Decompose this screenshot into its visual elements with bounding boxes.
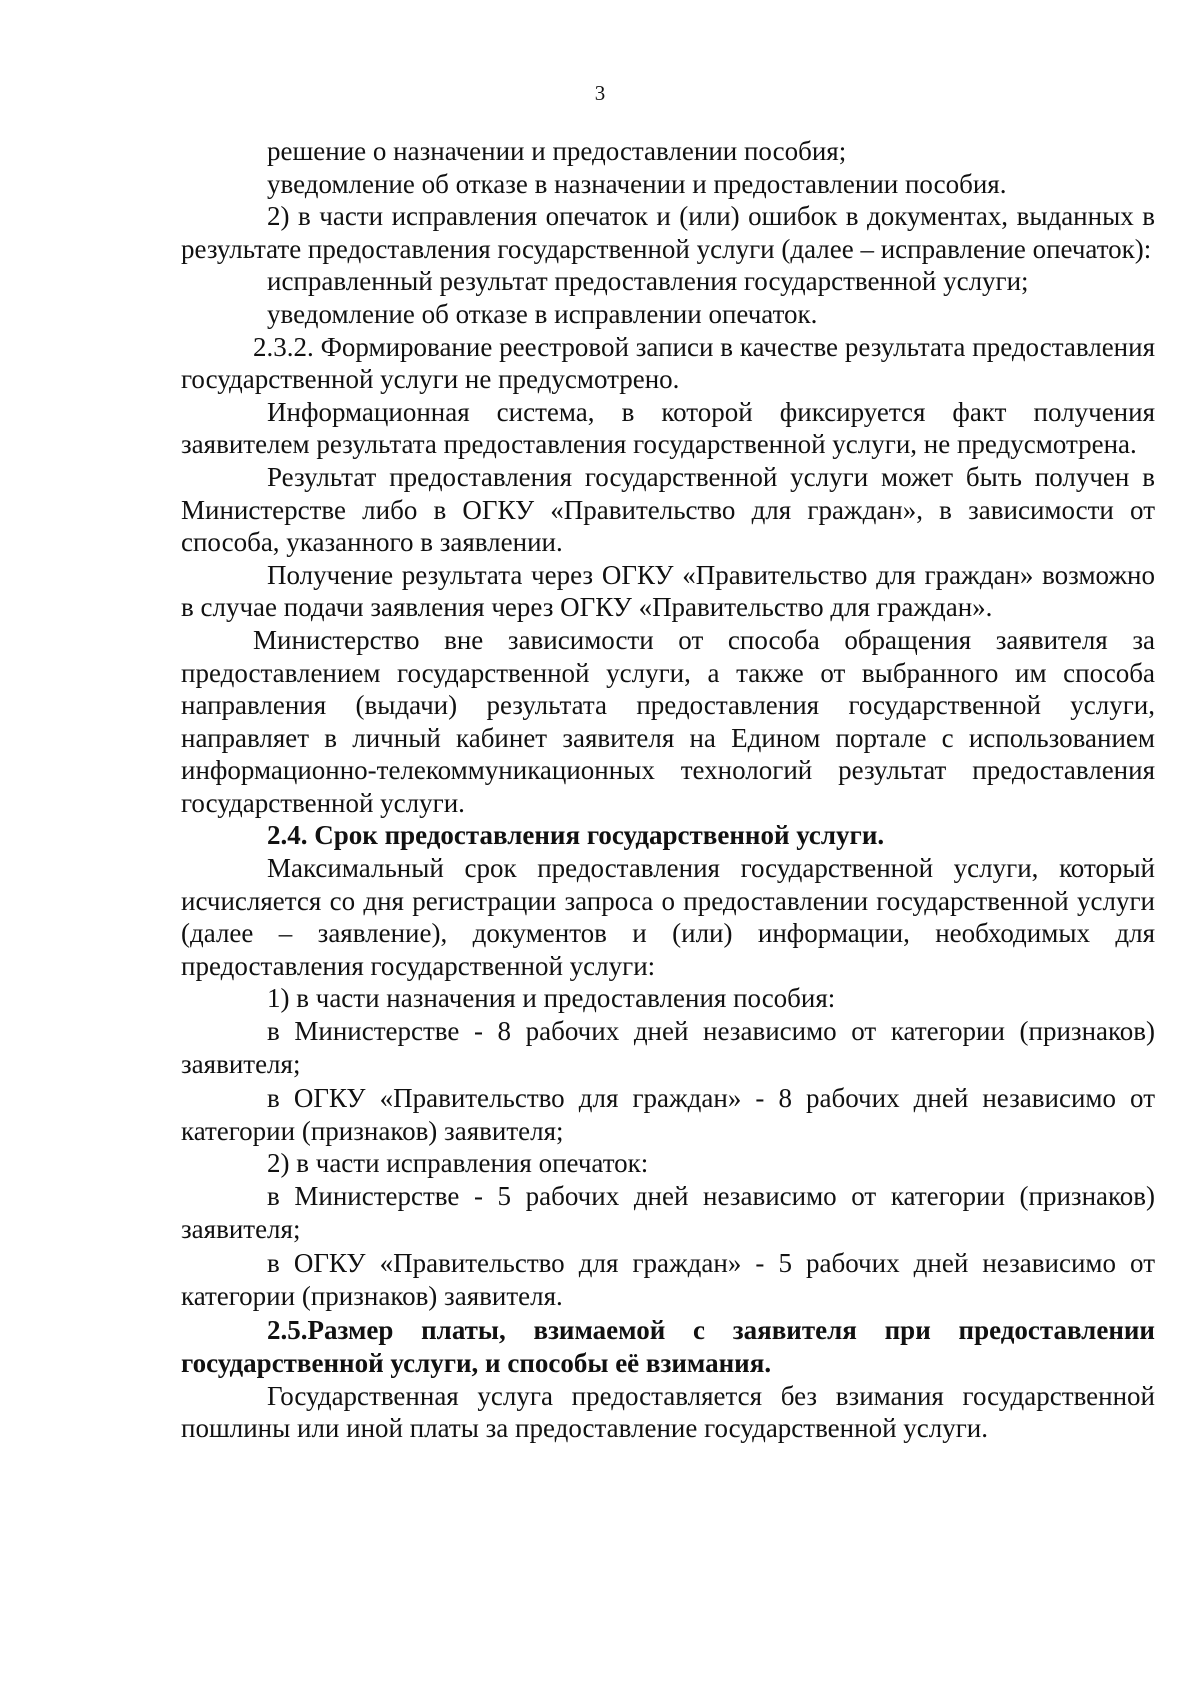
paragraph-typo-correction: 2) в части исправления опечаток и (или) ошибок в документах, выданных в результате предоставления государственной услуги (далее – исправление опечаток): (181, 201, 1155, 264)
paragraph-ministry-portal: Министерство вне зависимости от способа обращения заявителя за предоставлением государственной услуги, а также от выбранного им способа направления (выдачи) результата предоставления государственной услуги, направляет в личный кабинет заявителя на Едином портале с использованием информационно-телекоммуникационных технологий результат предоставления государственной услуги. (181, 624, 1155, 818)
paragraph-max-term: Максимальный срок предоставления государственной услуги, который исчисляется со дня регистрации запроса о предоставлении государственной услуги (далее – заявление), документов и (или) информации, необходимых для предоставления государственной услуги: (181, 853, 1155, 981)
paragraph-refusal-notice: уведомление об отказе в назначении и предоставлении пособия. (267, 168, 1007, 199)
paragraph-term-ministry-8: в Министерстве - 8 рабочих дней независимо от категории (признаков) заявителя; (181, 1016, 1155, 1079)
paragraph-term-typos: 2) в части исправления опечаток: (267, 1148, 649, 1179)
paragraph-result-receipt: Результат предоставления государственной услуги может быть получен в Министерстве либо в ОГКУ «Правительство для граждан», в зависимости от способа, указанного в заявлении. (181, 461, 1155, 558)
paragraph-corrected-result: исправленный результат предоставления государственной услуги; (267, 266, 1029, 297)
paragraph-no-fee: Государственная услуга предоставляется без взимания государственной пошлины или иной платы за предоставление государственной услуги. (181, 1380, 1155, 1444)
paragraph-decision: решение о назначении и предоставлении пособия; (267, 136, 847, 166)
heading-2-4: 2.4. Срок предоставления государственной услуги. (267, 820, 885, 851)
page-number: 3 (594, 81, 606, 105)
paragraph-term-benefit: 1) в части назначения и предоставления пособия: (267, 983, 836, 1014)
paragraph-receipt-via-ogku: Получение результата через ОГКУ «Правительство для граждан» возможно в случае подачи заявления через ОГКУ «Правительство для граждан». (181, 559, 1155, 623)
paragraph-term-ogku-5: в ОГКУ «Правительство для граждан» - 5 рабочих дней независимо от категории (признаков) заявителя. (181, 1248, 1155, 1311)
paragraph-term-ogku-8: в ОГКУ «Правительство для граждан» - 8 рабочих дней независимо от категории (признаков) заявителя; (181, 1083, 1155, 1146)
paragraph-correction-refusal: уведомление об отказе в исправлении опечаток. (267, 298, 818, 329)
heading-2-5: 2.5.Размер платы, взимаемой с заявителя при предоставлении государственной услуги, и способы её взимания. (181, 1315, 1155, 1378)
paragraph-information-system: Информационная система, в которой фиксируется факт получения заявителем результата предоставления государственной услуги, не предусмотрена. (181, 396, 1155, 460)
document-body (181, 135, 1155, 1445)
paragraph-term-ministry-5: в Министерстве - 5 рабочих дней независимо от категории (признаков) заявителя; (181, 1181, 1155, 1244)
paragraph-2-3-2: 2.3.2. Формирование реестровой записи в качестве результата предоставления государственной услуги не предусмотрено. (181, 331, 1155, 395)
